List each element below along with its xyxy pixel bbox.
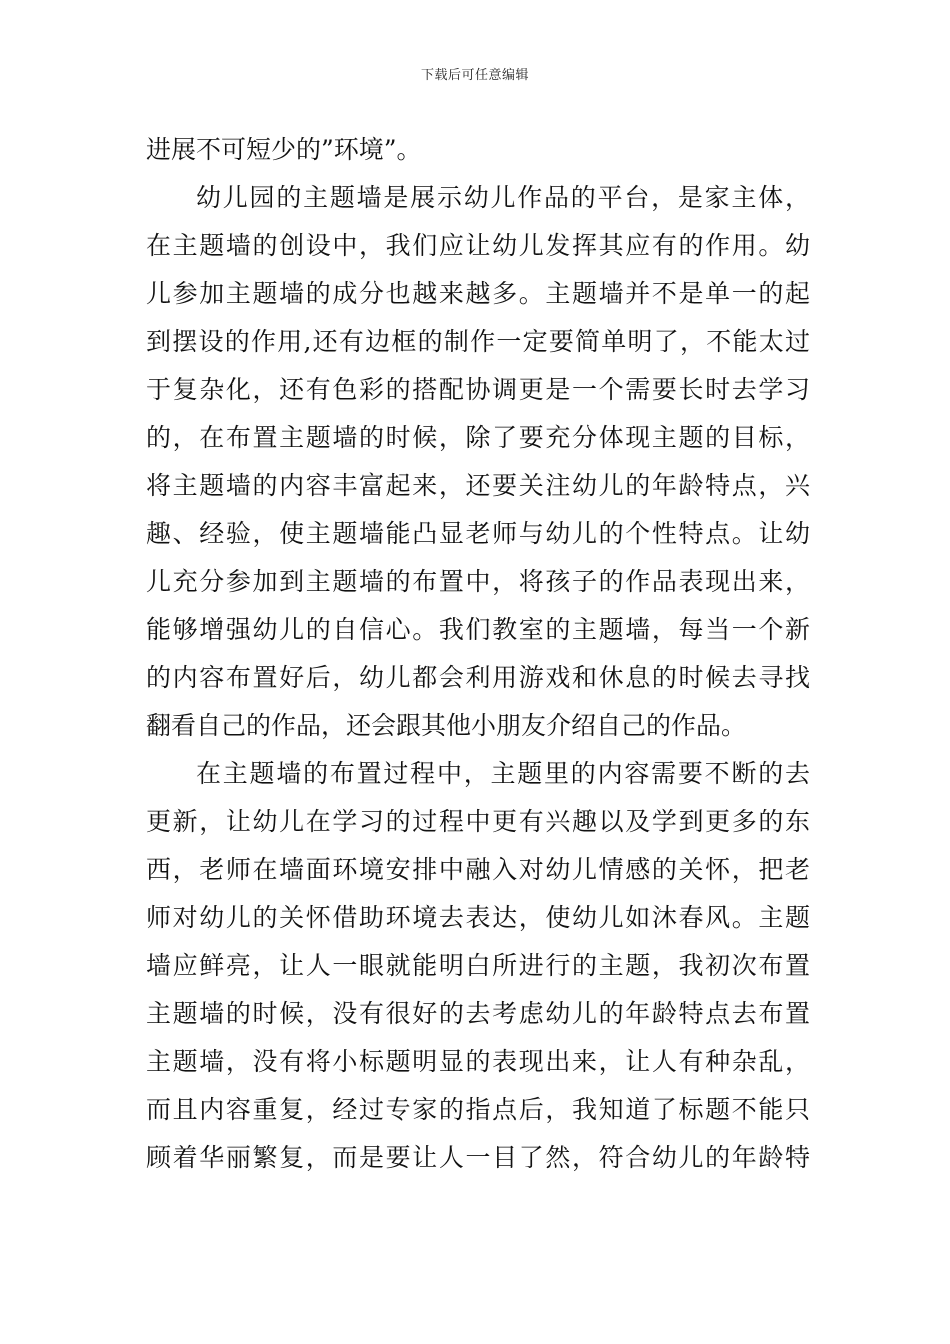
text-line: 将主题墙的内容丰富起来，还要关注幼儿的年龄特点，兴 (146, 471, 810, 500)
text-line: 在主题墙的创设中，我们应让幼儿发挥其应有的作用。幼 (146, 231, 810, 260)
text-line: 儿参加主题墙的成分也越来越多。主题墙并不是单一的起 (146, 279, 810, 308)
text-line: 趣、经验，使主题墙能凸显老师与幼儿的个性特点。让幼 (146, 519, 810, 548)
text-line: 能够增强幼儿的自信心。我们教室的主题墙，每当一个新 (146, 615, 810, 644)
text-line: 在主题墙的布置过程中，主题里的内容需要不断的去 (196, 759, 810, 788)
text-line: 顾着华丽繁复，而是要让人一目了然，符合幼儿的年龄特 (146, 1143, 810, 1172)
text-line: 主题墙，没有将小标题明显的表现出来，让人有种杂乱， (146, 1047, 810, 1076)
text-line: 西，老师在墙面环境安排中融入对幼儿情感的关怀，把老 (146, 855, 810, 884)
text-line: 主题墙的时候，没有很好的去考虑幼儿的年龄特点去布置 (146, 999, 810, 1028)
text-line: 幼儿园的主题墙是展示幼儿作品的平台，是家主体， (196, 183, 810, 212)
page-header: 下载后可任意编辑 (420, 68, 529, 83)
text-line: 的，在布置主题墙的时候，除了要充分体现主题的目标， (146, 423, 810, 452)
text-line: 儿充分参加到主题墙的布置中，将孩子的作品表现出来， (146, 567, 810, 596)
text-line: 更新，让幼儿在学习的过程中更有兴趣以及学到更多的东 (146, 807, 810, 836)
text-line: 而且内容重复，经过专家的指点后，我知道了标题不能只 (146, 1095, 810, 1124)
text-line: 师对幼儿的关怀借助环境去表达，使幼儿如沐春风。主题 (146, 903, 810, 932)
document-body (146, 126, 810, 1182)
text-line: 墙应鲜亮，让人一眼就能明白所进行的主题，我初次布置 (146, 951, 810, 980)
text-line: 进展不可短少的”环境”。 (146, 135, 422, 164)
text-line: 的内容布置好后，幼儿都会利用游戏和休息的时候去寻找 (146, 663, 810, 692)
text-line: 于复杂化，还有色彩的搭配协调更是一个需要长时去学习 (146, 375, 810, 404)
text-line: 到摆设的作用,还有边框的制作一定要简单明了，不能太过 (146, 327, 810, 356)
text-line: 翻看自己的作品，还会跟其他小朋友介绍自己的作品。 (146, 711, 747, 740)
